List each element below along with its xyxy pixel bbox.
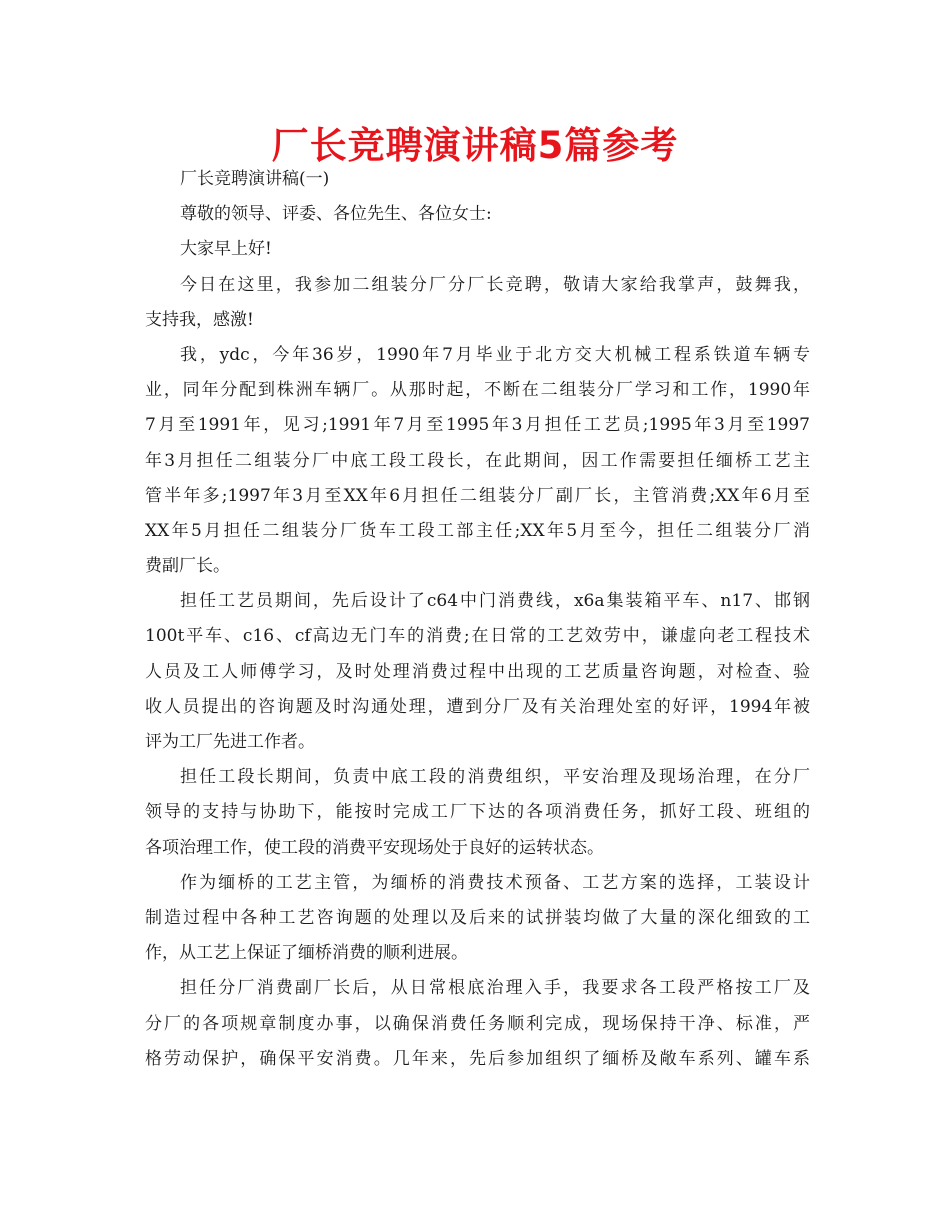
text-line: 担任工段长期间，负责中底工段的消费组织，平安治理及现场治理，在分厂 bbox=[180, 767, 810, 788]
text-line: 100t平车、c16、cf高边无门车的消费;在日常的工艺效劳中，谦虚向老工程技术 bbox=[145, 626, 810, 647]
text-line: 今日在这里，我参加二组装分厂分厂长竞聘，敬请大家给我掌声，鼓舞我， bbox=[180, 274, 810, 295]
text-line: 作为缅桥的工艺主管，为缅桥的消费技术预备、工艺方案的选择，工装设计 bbox=[180, 872, 810, 893]
text-line: 费副厂长。 bbox=[145, 556, 230, 577]
text-line: 尊敬的领导、评委、各位先生、各位女士: bbox=[180, 204, 492, 225]
document-body bbox=[145, 162, 810, 1077]
text-line: 格劳动保护，确保平安消费。几年来，先后参加组织了缅桥及敞车系列、罐车系 bbox=[145, 1048, 810, 1069]
text-line: 担任分厂消费副厂长后，从日常根底治理入手，我要求各工段严格按工厂及 bbox=[180, 978, 810, 999]
text-line: 人员及工人师傅学习，及时处理消费过程中出现的工艺质量咨询题，对检查、验 bbox=[145, 661, 810, 682]
text-line: 年3月担任二组装分厂中底工段工段长，在此期间，因工作需要担任缅桥工艺主 bbox=[145, 450, 810, 471]
text-line: 收人员提出的咨询题及时沟通处理，遭到分厂及有关治理处室的好评，1994年被 bbox=[145, 696, 810, 717]
text-line: 分厂的各项规章制度办事，以确保消费任务顺利完成，现场保持干净、标准，严 bbox=[145, 1013, 810, 1034]
text-line: XX年5月担任二组装分厂货车工段工部主任;XX年5月至今，担任二组装分厂消 bbox=[145, 520, 810, 541]
text-line: 业，同年分配到株洲车辆厂。从那时起，不断在二组装分厂学习和工作，1990年 bbox=[145, 380, 810, 401]
document-title: 厂长竞聘演讲稿5篇参考 bbox=[271, 124, 679, 167]
text-line: 我，ydc，今年36岁，1990年7月毕业于北方交大机械工程系铁道车辆专 bbox=[180, 344, 810, 365]
text-line: 管半年多;1997年3月至XX年6月担任二组装分厂副厂长，主管消费;XX年6月至 bbox=[145, 485, 810, 506]
text-line: 评为工厂先进工作者。 bbox=[145, 732, 315, 752]
text-line: 7月至1991年，见习;1991年7月至1995年3月担任工艺员;1995年3月至1997 bbox=[145, 415, 810, 436]
text-line: 担任工艺员期间，先后设计了c64中门消费线，x6a集装箱平车、n17、邯钢 bbox=[180, 591, 810, 612]
text-line: 支持我，感激! bbox=[145, 309, 254, 330]
text-line: 各项治理工作，使工段的消费平安现场处于良好的运转状态。 bbox=[145, 837, 604, 858]
text-line: 制造过程中各种工艺咨询题的处理以及后来的试拼装均做了大量的深化细致的工 bbox=[145, 907, 810, 928]
text-line: 领导的支持与协助下，能按时完成工厂下达的各项消费任务，抓好工段、班组的 bbox=[145, 802, 810, 823]
text-line: 厂长竞聘演讲稿(一) bbox=[180, 169, 330, 189]
text-line: 作，从工艺上保证了缅桥消费的顺利进展。 bbox=[145, 943, 468, 964]
text-line: 大家早上好! bbox=[180, 239, 272, 260]
